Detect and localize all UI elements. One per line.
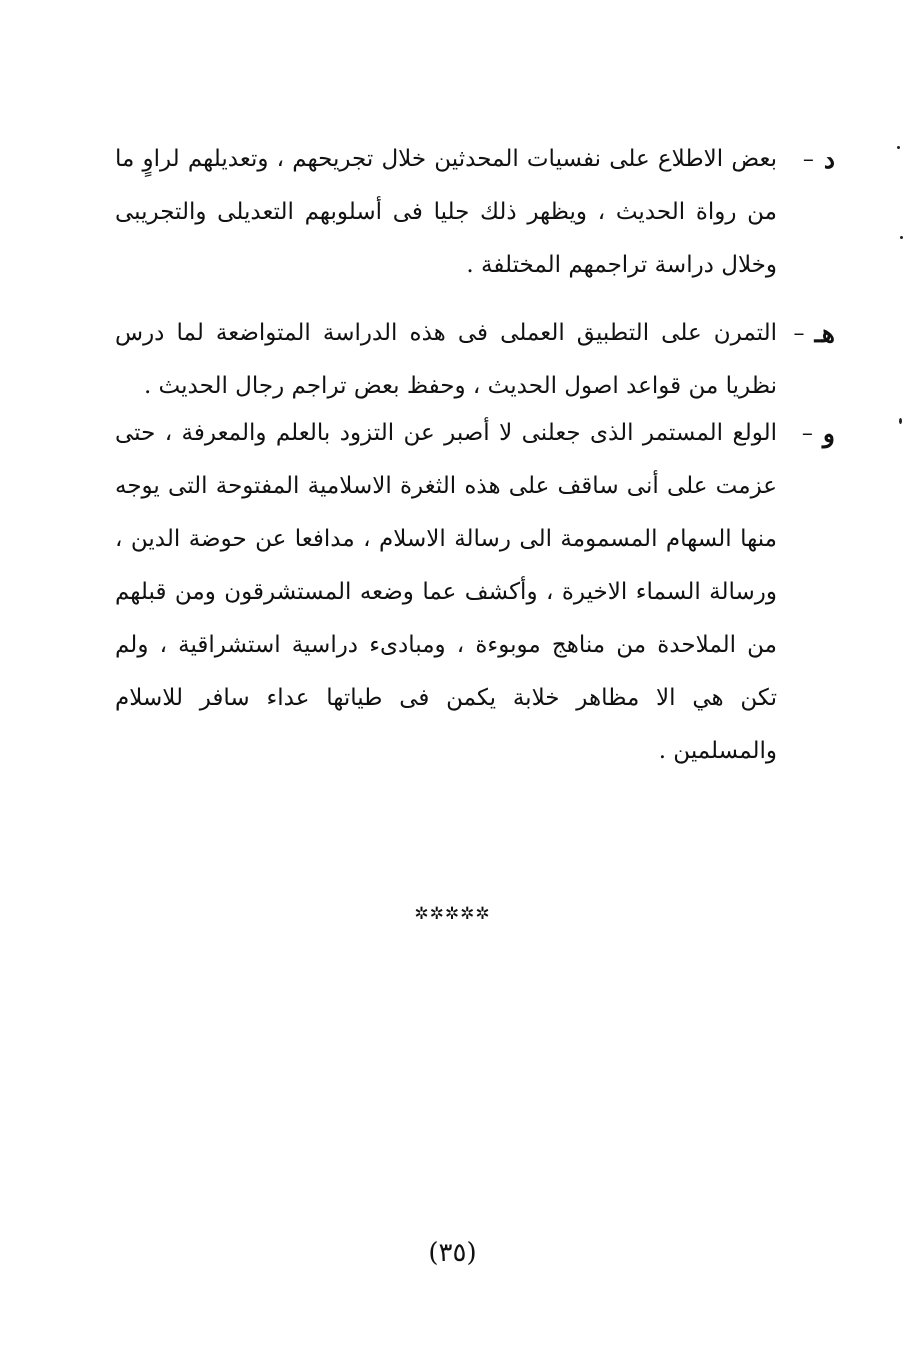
list-item-dal	[115, 134, 835, 292]
list-dash: –	[802, 147, 814, 172]
list-marker	[777, 308, 835, 360]
list-item-ha	[115, 308, 835, 413]
list-marker	[777, 134, 835, 186]
scan-speck	[899, 418, 902, 424]
scan-speck	[897, 146, 900, 149]
list-item-text: التمرن على التطبيق العملى فى هذه الدراسة المتواضعة لما درس نظريا من قواعد اصول الحديث ، وحفظ بعض تراجم رجال الحديث .	[115, 320, 777, 399]
list-marker	[777, 408, 835, 460]
list-dash: –	[793, 321, 805, 346]
list-letter: هـ	[814, 319, 835, 348]
list-letter: د	[823, 145, 835, 174]
list-item-text: الولع المستمر الذى جعلنى لا أصبر عن التزود بالعلم والمعرفة ، حتى عزمت على أنى ساقف على هذه الثغرة الاسلامية المفتوحة التى يوجه منها السهام المسمومة الى رسالة الاسلام ، مدافعا عن حوضة الدين ، ورسالة السماء الاخيرة ، وأكشف عما وضعه المستشرقون ومن قبلهم من الملاحدة من مناهج موبوءة ، ومبادىء دراسية استشراقية ، ولم تكن هي الا مظاهر خلابة يكمن فى طياتها عداء سافر للاسلام والمسلمين .	[115, 420, 777, 764]
section-ornament: ✲✲✲✲✲	[414, 904, 491, 924]
list-item-waw	[115, 408, 835, 778]
page-number: (٣٥)	[428, 1238, 477, 1268]
list-dash: –	[801, 421, 813, 446]
list-letter: و	[822, 419, 835, 448]
list-item-text: بعض الاطلاع على نفسيات المحدثين خلال تجريحهم ، وتعديلهم لراوٍ ما من رواة الحديث ، ويظهر ذلك جليا فى أسلوبهم التعديلى والتجريبى وخلال دراسة تراجمهم المختلفة .	[115, 146, 777, 278]
scan-speck	[900, 236, 903, 239]
